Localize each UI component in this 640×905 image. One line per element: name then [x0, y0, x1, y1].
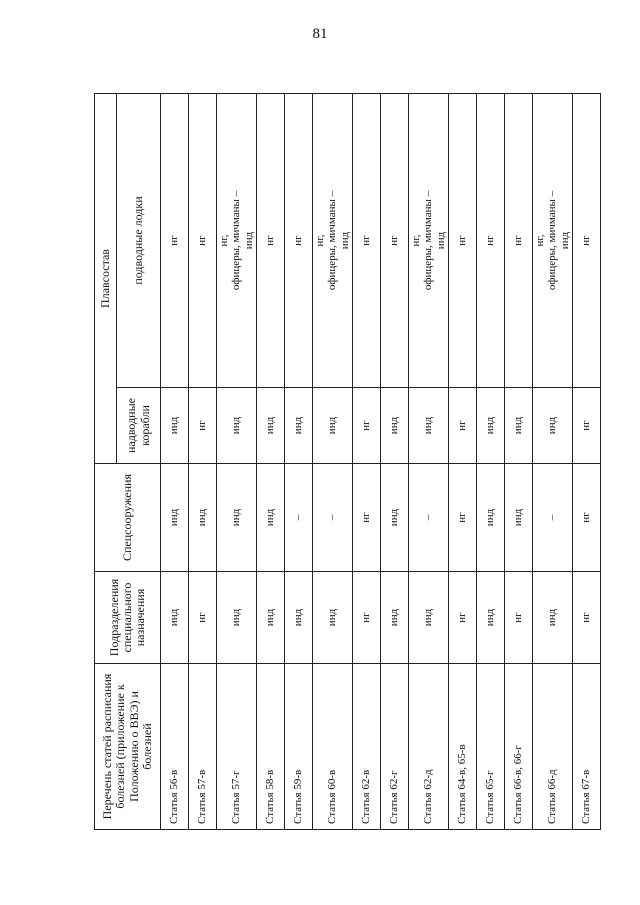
table-row — [477, 93, 505, 829]
rotated-table-container — [94, 94, 593, 830]
header-surface-ships: надводные корабли — [117, 388, 161, 464]
medical-fitness-table — [94, 93, 601, 830]
cell-submarines-line: нг — [580, 235, 593, 246]
cell-special-units: инд — [257, 572, 285, 664]
cell-submarines-line: офицеры, мичманы – — [546, 190, 559, 291]
cell-article: Статья 64-в, 65-в — [449, 664, 477, 830]
cell-submarines-line: нг — [196, 235, 209, 246]
cell-submarines — [217, 93, 257, 387]
cell-article: Статья 66-д — [533, 664, 573, 830]
cell-submarines-line: офицеры, мичманы – — [230, 190, 243, 291]
cell-submarines-line: нг — [456, 235, 469, 246]
cell-submarines-line: нг — [484, 235, 497, 246]
cell-special-units: нг — [573, 572, 601, 664]
cell-submarines-line: офицеры, мичманы – — [326, 190, 339, 291]
cell-submarines-line: нг, — [534, 234, 547, 247]
header-article: Перечень статей расписания болезней (приложение к Положению о ВВЭ) и болезней — [95, 664, 161, 830]
cell-submarines-line: нг — [264, 235, 277, 246]
cell-facilities: инд — [161, 464, 189, 572]
cell-submarines — [353, 93, 381, 387]
cell-submarines-line: нг — [168, 235, 181, 246]
cell-article: Статья 62-в — [353, 664, 381, 830]
cell-article: Статья 60-в — [313, 664, 353, 830]
cell-facilities: – — [313, 464, 353, 572]
table-row — [257, 93, 285, 829]
table-row — [409, 93, 449, 829]
cell-submarines-line: нг, — [410, 234, 423, 247]
cell-submarines — [381, 93, 409, 387]
cell-surface-ships: инд — [217, 388, 257, 464]
table-body — [161, 93, 601, 829]
cell-submarines-line: нг, — [218, 234, 231, 247]
cell-surface-ships: нг — [189, 388, 217, 464]
cell-special-units: нг — [353, 572, 381, 664]
table-row — [161, 93, 189, 829]
cell-surface-ships: инд — [161, 388, 189, 464]
cell-submarines — [409, 93, 449, 387]
cell-submarines — [573, 93, 601, 387]
cell-submarines-line: нг — [292, 235, 305, 246]
table-row — [449, 93, 477, 829]
cell-article: Статья 65-г — [477, 664, 505, 830]
cell-surface-ships: нг — [353, 388, 381, 464]
table-row — [285, 93, 313, 829]
cell-submarines — [533, 93, 573, 387]
cell-surface-ships: инд — [477, 388, 505, 464]
cell-article: Статья 62-г — [381, 664, 409, 830]
cell-submarines — [505, 93, 533, 387]
cell-submarines-line: нг, — [314, 234, 327, 247]
cell-special-units: инд — [381, 572, 409, 664]
cell-facilities: инд — [257, 464, 285, 572]
cell-special-units: инд — [161, 572, 189, 664]
header-fleet-group: Плавсостав — [95, 93, 117, 463]
table-row — [573, 93, 601, 829]
cell-submarines — [161, 93, 189, 387]
header-submarines: подводные лодки — [117, 93, 161, 387]
cell-facilities: нг — [573, 464, 601, 572]
cell-special-units: нг — [505, 572, 533, 664]
cell-surface-ships: инд — [381, 388, 409, 464]
cell-submarines-line: офицеры, мичманы – — [422, 190, 435, 291]
table-row — [353, 93, 381, 829]
cell-submarines-line: инд — [242, 231, 255, 250]
cell-special-units: инд — [313, 572, 353, 664]
cell-submarines-line: нг — [388, 235, 401, 246]
table-row — [313, 93, 353, 829]
cell-submarines — [477, 93, 505, 387]
cell-facilities: инд — [217, 464, 257, 572]
cell-special-units: инд — [409, 572, 449, 664]
cell-article: Статья 62-д — [409, 664, 449, 830]
cell-submarines-line: инд — [338, 231, 351, 250]
cell-submarines — [285, 93, 313, 387]
cell-facilities: – — [409, 464, 449, 572]
cell-article: Статья 57-в — [189, 664, 217, 830]
cell-surface-ships: инд — [505, 388, 533, 464]
cell-surface-ships: инд — [257, 388, 285, 464]
cell-special-units: инд — [217, 572, 257, 664]
cell-facilities: – — [533, 464, 573, 572]
cell-submarines-line: нг — [360, 235, 373, 246]
cell-article: Статья 67-в — [573, 664, 601, 830]
cell-surface-ships: нг — [573, 388, 601, 464]
cell-facilities: инд — [189, 464, 217, 572]
cell-surface-ships: инд — [409, 388, 449, 464]
cell-special-units: инд — [533, 572, 573, 664]
cell-facilities: инд — [381, 464, 409, 572]
cell-facilities: инд — [477, 464, 505, 572]
cell-submarines — [257, 93, 285, 387]
cell-submarines — [189, 93, 217, 387]
cell-special-units: инд — [477, 572, 505, 664]
cell-facilities: нг — [449, 464, 477, 572]
cell-submarines-line: инд — [558, 231, 571, 250]
cell-special-units: нг — [189, 572, 217, 664]
cell-submarines — [449, 93, 477, 387]
table-row — [381, 93, 409, 829]
cell-special-units: инд — [285, 572, 313, 664]
cell-submarines-line: инд — [434, 231, 447, 250]
cell-facilities: – — [285, 464, 313, 572]
cell-article: Статья 59-в — [285, 664, 313, 830]
cell-article: Статья 66-в, 66-г — [505, 664, 533, 830]
cell-facilities: нг — [353, 464, 381, 572]
cell-article: Статья 56-в — [161, 664, 189, 830]
header-special-units: Подразделения специального назначения — [95, 572, 161, 664]
cell-article: Статья 58-в — [257, 664, 285, 830]
cell-surface-ships: инд — [313, 388, 353, 464]
cell-surface-ships: инд — [285, 388, 313, 464]
cell-surface-ships: инд — [533, 388, 573, 464]
cell-submarines — [313, 93, 353, 387]
cell-surface-ships: нг — [449, 388, 477, 464]
table-row — [189, 93, 217, 829]
page-number: 81 — [312, 26, 328, 42]
table-row — [217, 93, 257, 829]
cell-special-units: нг — [449, 572, 477, 664]
cell-article: Статья 57-г — [217, 664, 257, 830]
table-row — [505, 93, 533, 829]
header-facilities: Спецсооружения — [95, 464, 161, 572]
cell-facilities: инд — [505, 464, 533, 572]
table-row — [533, 93, 573, 829]
cell-submarines-line: нг — [512, 235, 525, 246]
